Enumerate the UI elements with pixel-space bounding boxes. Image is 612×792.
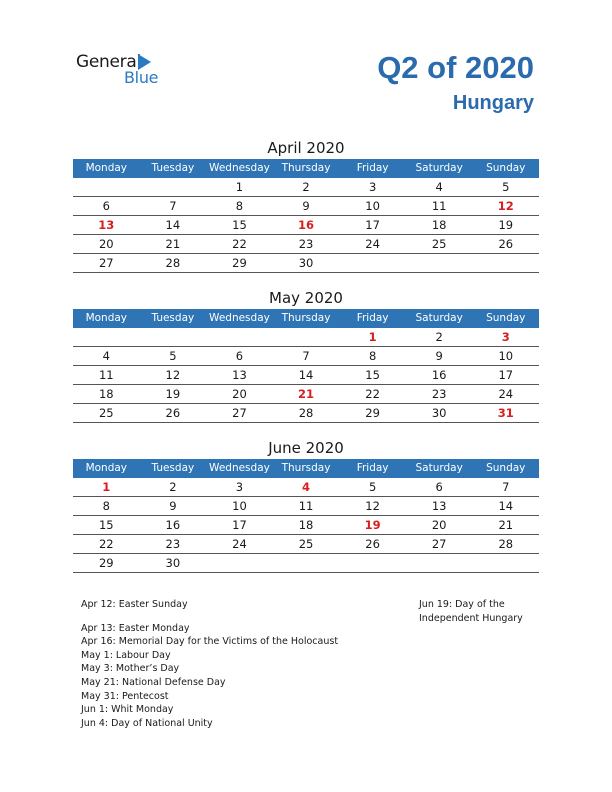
day-cell: 23 <box>298 237 314 251</box>
weekday-label: Wednesday <box>209 162 270 174</box>
holiday-notes <box>81 598 338 730</box>
day-cell: 4 <box>102 349 110 363</box>
day-cell: 26 <box>365 537 380 551</box>
day-cell: 15 <box>232 218 247 232</box>
weekday-label: Saturday <box>415 162 463 174</box>
day-cell: 22 <box>98 537 114 551</box>
day-cell: 1 <box>235 180 244 194</box>
day-cell: 30 <box>431 406 447 420</box>
holiday-note: May 3: Mother’s Day <box>81 663 180 675</box>
day-cell: 24 <box>365 237 380 251</box>
day-cell: 12 <box>165 368 181 382</box>
holiday-note: May 21: National Defense Day <box>81 676 226 688</box>
month-title: April 2020 <box>267 139 345 157</box>
weekday-label: Sunday <box>486 462 526 474</box>
day-cell: 4 <box>435 180 443 194</box>
calendar-april <box>73 137 539 273</box>
weekday-label: Tuesday <box>151 312 195 324</box>
day-cell: 22 <box>365 387 380 401</box>
day-cell: 16 <box>431 368 447 382</box>
day-cell: 20 <box>98 237 114 251</box>
week-row <box>73 347 539 366</box>
weekday-header <box>73 309 539 328</box>
day-cell: 20 <box>431 518 447 532</box>
day-cell: 12 <box>497 199 514 213</box>
week-row <box>73 478 539 497</box>
week-row <box>73 554 539 573</box>
day-cell: 6 <box>102 199 110 213</box>
day-cell: 24 <box>232 537 247 551</box>
day-cell: 5 <box>502 180 510 194</box>
day-cell: 9 <box>169 499 177 513</box>
day-cell: 19 <box>165 387 181 401</box>
day-cell: 18 <box>431 218 447 232</box>
day-cell: 21 <box>298 387 315 401</box>
day-cell: 5 <box>368 480 377 494</box>
weekday-label: Sunday <box>486 312 526 324</box>
day-cell <box>273 328 340 346</box>
day-cell: 14 <box>498 499 514 513</box>
weekday-label: Monday <box>85 162 128 174</box>
day-cell: 20 <box>232 387 247 401</box>
day-cell: 2 <box>169 480 177 494</box>
holiday-note: Independent Hungary <box>419 612 523 624</box>
calendar-june <box>73 437 539 573</box>
weekday-label: Sunday <box>486 162 526 174</box>
weekday-label: Wednesday <box>209 462 270 474</box>
page-title: Q2 of 2020 <box>377 50 534 85</box>
day-cell: 27 <box>232 406 247 420</box>
calendar-may <box>73 287 539 423</box>
day-cell: 28 <box>298 406 314 420</box>
day-cell: 28 <box>165 256 181 270</box>
day-cell <box>472 254 539 272</box>
day-cell: 14 <box>165 218 181 232</box>
day-cell <box>73 178 140 196</box>
day-cell <box>206 554 273 572</box>
week-row <box>73 216 539 235</box>
holiday-note: May 31: Pentecost <box>81 690 169 702</box>
day-cell: 13 <box>232 368 247 382</box>
day-cell <box>472 554 539 572</box>
day-cell: 12 <box>365 499 380 513</box>
day-cell: 25 <box>98 406 114 420</box>
day-cell: 16 <box>298 218 315 232</box>
weekday-label: Friday <box>356 162 389 174</box>
holiday-note: Jun 4: Day of National Unity <box>81 717 213 729</box>
day-cell <box>140 328 207 346</box>
country-name: Hungary <box>452 92 534 114</box>
weekday-label: Monday <box>85 462 128 474</box>
week-row <box>73 254 539 273</box>
day-cell: 18 <box>98 387 114 401</box>
weekday-label: Tuesday <box>151 162 195 174</box>
week-row <box>73 178 539 197</box>
day-cell: 30 <box>298 256 314 270</box>
week-row <box>73 235 539 254</box>
weekday-label: Thursday <box>281 312 331 324</box>
day-cell: 29 <box>98 556 114 570</box>
week-row <box>73 516 539 535</box>
day-cell <box>406 554 473 572</box>
day-cell: 27 <box>98 256 114 270</box>
day-cell: 29 <box>365 406 380 420</box>
day-cell: 11 <box>98 368 114 382</box>
holiday-note: Apr 13: Easter Monday <box>81 622 190 634</box>
day-cell: 23 <box>431 387 447 401</box>
day-cell: 17 <box>365 218 380 232</box>
day-cell: 2 <box>435 330 443 344</box>
day-cell: 30 <box>165 556 181 570</box>
day-cell: 28 <box>498 537 514 551</box>
day-cell: 1 <box>102 480 111 494</box>
day-cell <box>206 328 273 346</box>
weekday-label: Saturday <box>415 462 463 474</box>
day-cell: 7 <box>169 199 177 213</box>
weekday-label: Thursday <box>281 462 331 474</box>
weekday-label: Saturday <box>415 312 463 324</box>
day-cell: 6 <box>435 480 443 494</box>
logo <box>76 52 186 88</box>
holiday-note: Apr 16: Memorial Day for the Victims of the Holocaust <box>81 636 339 648</box>
day-cell: 25 <box>298 537 314 551</box>
day-cell: 7 <box>302 349 310 363</box>
day-cell <box>406 254 473 272</box>
month-title: June 2020 <box>268 439 344 457</box>
day-cell: 25 <box>431 237 447 251</box>
holiday-note: Jun 1: Whit Monday <box>81 704 174 716</box>
week-row <box>73 404 539 423</box>
day-cell: 23 <box>165 537 181 551</box>
day-cell: 1 <box>368 330 377 344</box>
day-cell: 3 <box>501 330 510 344</box>
month-title: May 2020 <box>269 289 343 307</box>
day-cell: 10 <box>498 349 514 363</box>
holiday-note: May 1: Labour Day <box>81 649 171 661</box>
day-cell: 2 <box>302 180 310 194</box>
day-cell: 24 <box>498 387 514 401</box>
holiday-note: Jun 19: Day of the <box>419 599 505 610</box>
logo-blue-text: Blue <box>124 68 159 87</box>
holiday-notes-right <box>419 598 549 625</box>
weekday-header <box>73 459 539 478</box>
weekday-label: Tuesday <box>151 462 195 474</box>
day-cell: 11 <box>298 499 314 513</box>
day-cell <box>339 554 406 572</box>
holiday-note: Apr 12: Easter Sunday <box>81 599 188 610</box>
day-cell: 26 <box>165 406 181 420</box>
day-cell: 15 <box>98 518 114 532</box>
day-cell <box>273 554 340 572</box>
day-cell: 31 <box>497 406 514 420</box>
week-row <box>73 197 539 216</box>
day-cell <box>140 178 207 196</box>
day-cell: 16 <box>165 518 181 532</box>
day-cell: 18 <box>298 518 314 532</box>
day-cell: 21 <box>165 237 181 251</box>
weekday-label: Monday <box>85 312 128 324</box>
day-cell: 19 <box>498 218 514 232</box>
weekday-label: Friday <box>356 312 389 324</box>
logo-general-text: General <box>76 52 141 72</box>
day-cell: 6 <box>235 349 244 363</box>
day-cell: 8 <box>368 349 377 363</box>
week-row <box>73 385 539 404</box>
weekday-label: Wednesday <box>209 312 270 324</box>
weekday-label: Thursday <box>281 162 331 174</box>
day-cell: 4 <box>302 480 311 494</box>
day-cell: 17 <box>498 368 514 382</box>
day-cell: 3 <box>235 480 244 494</box>
day-cell: 10 <box>232 499 247 513</box>
week-row <box>73 328 539 347</box>
day-cell: 9 <box>435 349 443 363</box>
day-cell: 3 <box>368 180 377 194</box>
day-cell: 5 <box>169 349 177 363</box>
day-cell: 10 <box>365 199 380 213</box>
day-cell: 27 <box>431 537 447 551</box>
day-cell: 8 <box>235 199 244 213</box>
day-cell: 21 <box>498 518 514 532</box>
week-row <box>73 535 539 554</box>
day-cell <box>73 328 140 346</box>
day-cell: 11 <box>431 199 447 213</box>
day-cell: 13 <box>431 499 447 513</box>
day-cell: 26 <box>498 237 514 251</box>
day-cell: 7 <box>502 480 510 494</box>
week-row <box>73 497 539 516</box>
day-cell: 8 <box>102 499 110 513</box>
day-cell: 9 <box>302 199 310 213</box>
day-cell <box>339 254 406 272</box>
week-row <box>73 366 539 385</box>
weekday-label: Friday <box>356 462 389 474</box>
day-cell: 15 <box>365 368 380 382</box>
day-cell: 14 <box>298 368 314 382</box>
weekday-header <box>73 159 539 178</box>
day-cell: 19 <box>364 518 381 532</box>
day-cell: 13 <box>98 218 115 232</box>
day-cell: 22 <box>232 237 247 251</box>
day-cell: 17 <box>232 518 247 532</box>
day-cell: 29 <box>232 256 247 270</box>
